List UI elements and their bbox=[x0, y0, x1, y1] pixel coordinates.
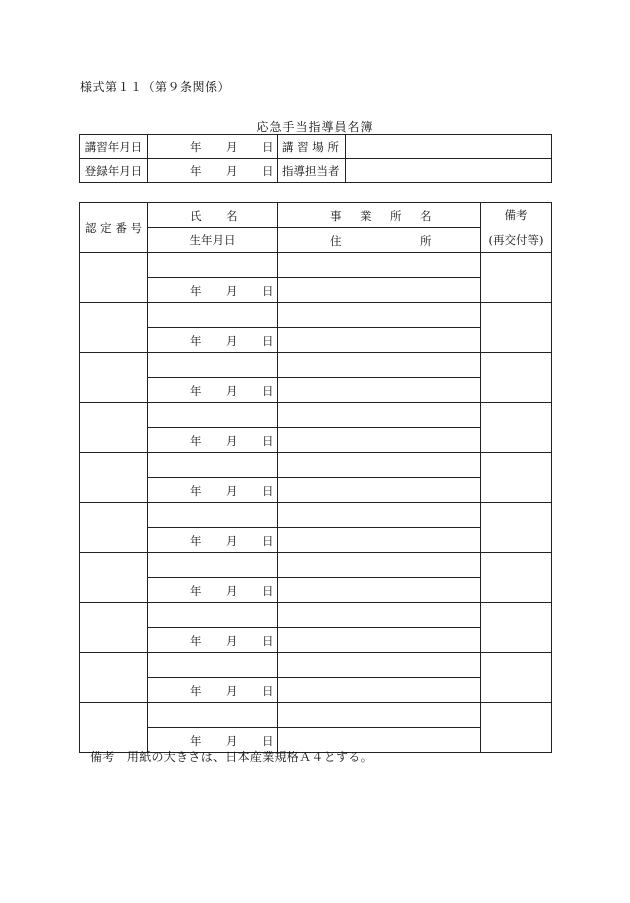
course-place-field[interactable] bbox=[346, 135, 552, 159]
name-header-char-2: 名 bbox=[226, 209, 238, 223]
cert-number-cell[interactable] bbox=[80, 703, 148, 753]
course-date-label: 講習年月日 bbox=[80, 135, 148, 159]
day-label: 日 bbox=[262, 634, 274, 648]
register-entry-row bbox=[80, 253, 552, 278]
name-cell[interactable] bbox=[148, 303, 278, 328]
month-label: 月 bbox=[226, 684, 238, 698]
instructor-label: 指導担当者 bbox=[278, 159, 346, 183]
office-name-cell[interactable] bbox=[278, 253, 481, 278]
course-date-field[interactable] bbox=[148, 135, 278, 159]
cert-number-cell[interactable] bbox=[80, 653, 148, 703]
cert-number-header: 認 定 番 号 bbox=[80, 203, 148, 253]
name-header bbox=[148, 203, 278, 228]
office-header-char-1: 事 bbox=[330, 209, 342, 223]
name-cell[interactable] bbox=[148, 553, 278, 578]
remarks-cell[interactable] bbox=[481, 353, 552, 403]
name-header-char-1: 氏 bbox=[190, 209, 202, 223]
address-cell[interactable] bbox=[278, 478, 481, 503]
cert-number-cell[interactable] bbox=[80, 403, 148, 453]
day-label: 日 bbox=[262, 434, 274, 448]
birth-date-cell[interactable] bbox=[148, 278, 278, 303]
cert-number-cell[interactable] bbox=[80, 453, 148, 503]
office-header-char-4: 名 bbox=[420, 209, 432, 223]
year-label: 年 bbox=[190, 434, 202, 448]
address-cell[interactable] bbox=[278, 428, 481, 453]
office-name-cell[interactable] bbox=[278, 653, 481, 678]
document-title: 応急手当指導員名簿 bbox=[256, 120, 374, 134]
day-label: 日 bbox=[262, 334, 274, 348]
day-label: 日 bbox=[262, 140, 274, 154]
birth-date-cell[interactable] bbox=[148, 528, 278, 553]
register-entry-row bbox=[80, 653, 552, 678]
office-name-cell[interactable] bbox=[278, 303, 481, 328]
day-label: 日 bbox=[262, 684, 274, 698]
course-info-table bbox=[79, 134, 552, 183]
month-label: 月 bbox=[226, 734, 238, 748]
name-cell[interactable] bbox=[148, 353, 278, 378]
registration-date-label: 登録年月日 bbox=[80, 159, 148, 183]
address-cell[interactable] bbox=[278, 628, 481, 653]
birth-date-cell[interactable] bbox=[148, 578, 278, 603]
address-cell[interactable] bbox=[278, 278, 481, 303]
month-label: 月 bbox=[226, 434, 238, 448]
month-label: 月 bbox=[226, 584, 238, 598]
cert-number-cell[interactable] bbox=[80, 503, 148, 553]
form-number: 様式第１１（第９条関係） bbox=[80, 80, 231, 94]
address-cell[interactable] bbox=[278, 678, 481, 703]
year-label: 年 bbox=[190, 684, 202, 698]
register-entry-row bbox=[80, 603, 552, 628]
year-label: 年 bbox=[190, 734, 202, 748]
remarks-cell[interactable] bbox=[481, 603, 552, 653]
registration-date-field[interactable] bbox=[148, 159, 278, 183]
remarks-cell[interactable] bbox=[481, 703, 552, 753]
register-entry-row bbox=[80, 353, 552, 378]
name-cell[interactable] bbox=[148, 603, 278, 628]
name-cell[interactable] bbox=[148, 503, 278, 528]
month-label: 月 bbox=[226, 534, 238, 548]
remarks-header: 備考 bbox=[481, 203, 552, 228]
month-label: 月 bbox=[226, 334, 238, 348]
office-header-char-3: 所 bbox=[390, 209, 402, 223]
footnote: 備考 用紙の大きさは、日本産業規格Ａ４とする。 bbox=[90, 750, 373, 764]
day-label: 日 bbox=[262, 734, 274, 748]
register-entry-row bbox=[80, 403, 552, 428]
month-label: 月 bbox=[226, 140, 238, 154]
name-cell[interactable] bbox=[148, 253, 278, 278]
month-label: 月 bbox=[226, 384, 238, 398]
address-cell[interactable] bbox=[278, 328, 481, 353]
remarks-sub-header: (再交付等) bbox=[481, 228, 552, 253]
birth-date-cell[interactable] bbox=[148, 378, 278, 403]
day-label: 日 bbox=[262, 584, 274, 598]
instructor-register-table bbox=[79, 202, 552, 753]
address-header-char-2: 所 bbox=[420, 234, 432, 248]
name-cell[interactable] bbox=[148, 453, 278, 478]
office-name-cell[interactable] bbox=[278, 403, 481, 428]
address-header-char-1: 住 bbox=[330, 234, 342, 248]
register-entry-row bbox=[80, 553, 552, 578]
birth-date-cell[interactable] bbox=[148, 328, 278, 353]
instructor-field[interactable] bbox=[346, 159, 552, 183]
register-entry-row bbox=[80, 503, 552, 528]
day-label: 日 bbox=[262, 534, 274, 548]
birth-date-header: 生年月日 bbox=[148, 228, 278, 253]
remarks-cell[interactable] bbox=[481, 253, 552, 303]
register-entry-row bbox=[80, 703, 552, 728]
name-cell[interactable] bbox=[148, 703, 278, 728]
year-label: 年 bbox=[190, 164, 202, 178]
year-label: 年 bbox=[190, 384, 202, 398]
day-label: 日 bbox=[262, 164, 274, 178]
month-label: 月 bbox=[226, 484, 238, 498]
birth-date-cell[interactable] bbox=[148, 428, 278, 453]
address-cell[interactable] bbox=[278, 528, 481, 553]
year-label: 年 bbox=[190, 334, 202, 348]
address-cell[interactable] bbox=[278, 578, 481, 603]
cert-number-cell[interactable] bbox=[80, 553, 148, 603]
birth-date-cell[interactable] bbox=[148, 678, 278, 703]
register-entry-row bbox=[80, 303, 552, 328]
office-name-cell[interactable] bbox=[278, 703, 481, 728]
month-label: 月 bbox=[226, 634, 238, 648]
day-label: 日 bbox=[262, 384, 274, 398]
office-name-cell[interactable] bbox=[278, 553, 481, 578]
remarks-cell[interactable] bbox=[481, 553, 552, 603]
remarks-cell[interactable] bbox=[481, 303, 552, 353]
year-label: 年 bbox=[190, 634, 202, 648]
birth-date-cell[interactable] bbox=[148, 628, 278, 653]
office-name-cell[interactable] bbox=[278, 453, 481, 478]
cert-number-cell[interactable] bbox=[80, 303, 148, 353]
office-name-header bbox=[278, 203, 481, 228]
day-label: 日 bbox=[262, 484, 274, 498]
remarks-cell[interactable] bbox=[481, 503, 552, 553]
cert-number-cell[interactable] bbox=[80, 603, 148, 653]
remarks-cell[interactable] bbox=[481, 403, 552, 453]
office-name-cell[interactable] bbox=[278, 603, 481, 628]
register-entry-row bbox=[80, 453, 552, 478]
cert-number-cell[interactable] bbox=[80, 253, 148, 303]
month-label: 月 bbox=[226, 164, 238, 178]
remarks-cell[interactable] bbox=[481, 453, 552, 503]
birth-date-cell[interactable] bbox=[148, 478, 278, 503]
year-label: 年 bbox=[190, 584, 202, 598]
year-label: 年 bbox=[190, 534, 202, 548]
remarks-cell[interactable] bbox=[481, 653, 552, 703]
address-cell[interactable] bbox=[278, 378, 481, 403]
office-name-cell[interactable] bbox=[278, 503, 481, 528]
year-label: 年 bbox=[190, 284, 202, 298]
name-cell[interactable] bbox=[148, 653, 278, 678]
course-place-label: 講 習 場 所 bbox=[278, 135, 346, 159]
month-label: 月 bbox=[226, 284, 238, 298]
year-label: 年 bbox=[190, 140, 202, 154]
cert-number-cell[interactable] bbox=[80, 353, 148, 403]
office-header-char-2: 業 bbox=[360, 209, 372, 223]
day-label: 日 bbox=[262, 284, 274, 298]
address-header bbox=[278, 228, 481, 253]
office-name-cell[interactable] bbox=[278, 353, 481, 378]
year-label: 年 bbox=[190, 484, 202, 498]
name-cell[interactable] bbox=[148, 403, 278, 428]
